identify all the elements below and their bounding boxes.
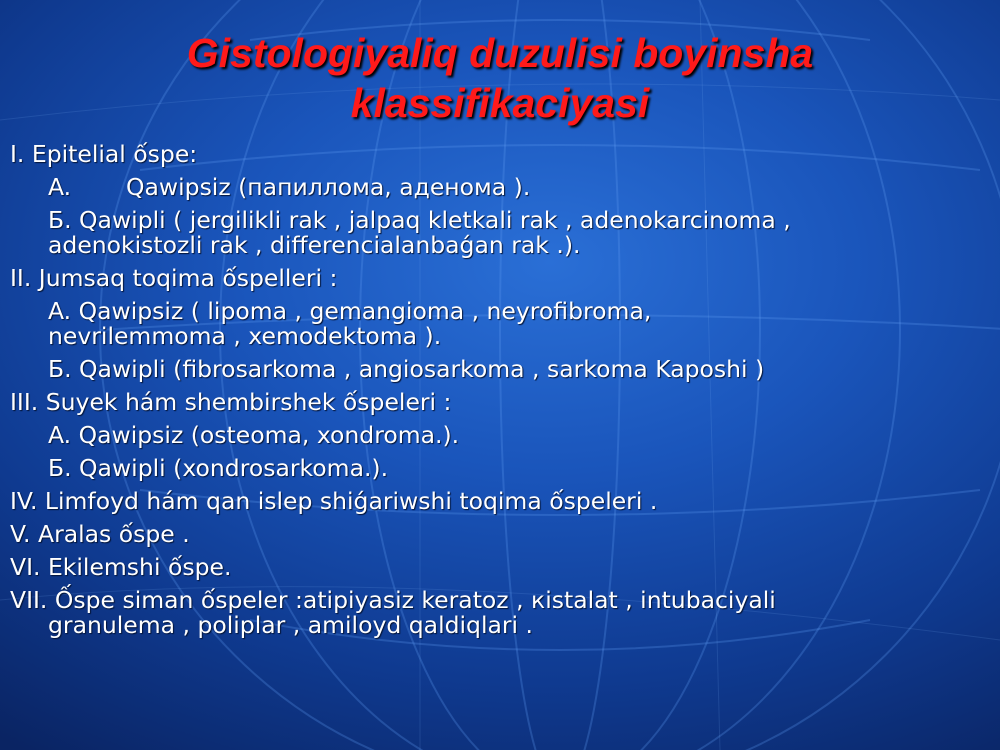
item-text: VII. Ốspe siman ốspeler :atipiyasiz keratoz , кistalat , intubaciyali (10, 586, 776, 614)
slide-title (60, 28, 940, 128)
item-text-continued: adenokistozli rak , differencialanbaǵan rak .). (48, 231, 581, 259)
list-item: Б. Qawipli (xondrosarkoma.). (48, 454, 389, 482)
item-text: A. Qawipsiz ( lipoma , gemangioma , neyrofibroma, (48, 297, 652, 325)
title-line-1: Gistologiyaliq duzulisi boyinsha (186, 30, 814, 76)
list-item: VI. Ekilemshi ốspe. (10, 553, 232, 581)
list-item (10, 588, 985, 638)
list-item: V. Aralas ốspe . (10, 520, 190, 548)
list-item: Б. Qawipli (fibrosarkoma , angiosarkoma , sarkoma Kaposhi ) (48, 355, 765, 383)
list-item: II. Jumsaq toqima ốspelleri : (10, 264, 338, 292)
classification-list (10, 142, 985, 646)
list-item: IV. Limfoyd hám qan islep shiǵariwshi toqima ốspeleri . (10, 487, 658, 515)
list-item (10, 208, 985, 258)
list-item (10, 175, 985, 200)
item-letter: A. (48, 173, 72, 201)
list-item: A. Qawipsiz (osteoma, xondroma.). (48, 421, 460, 449)
title-line-2: klassifikaciyasi (350, 80, 650, 126)
item-text-continued: granulema , poliplar , amiloyd qaldiqlari . (48, 611, 534, 639)
item-text: Qawipsiz (папиллома, аденома ). (126, 173, 531, 201)
list-item (10, 299, 985, 349)
list-item: I. Epitelial ốspe: (10, 140, 198, 168)
item-text-continued: nevrilemmoma , xemodektoma ). (48, 322, 442, 350)
list-item: III. Suyek hám shembirshek ốspeleri : (10, 388, 452, 416)
item-text: Б. Qawipli ( jergilikli rak , jalpaq kletkali rak , adenokarcinoma , (48, 206, 791, 234)
